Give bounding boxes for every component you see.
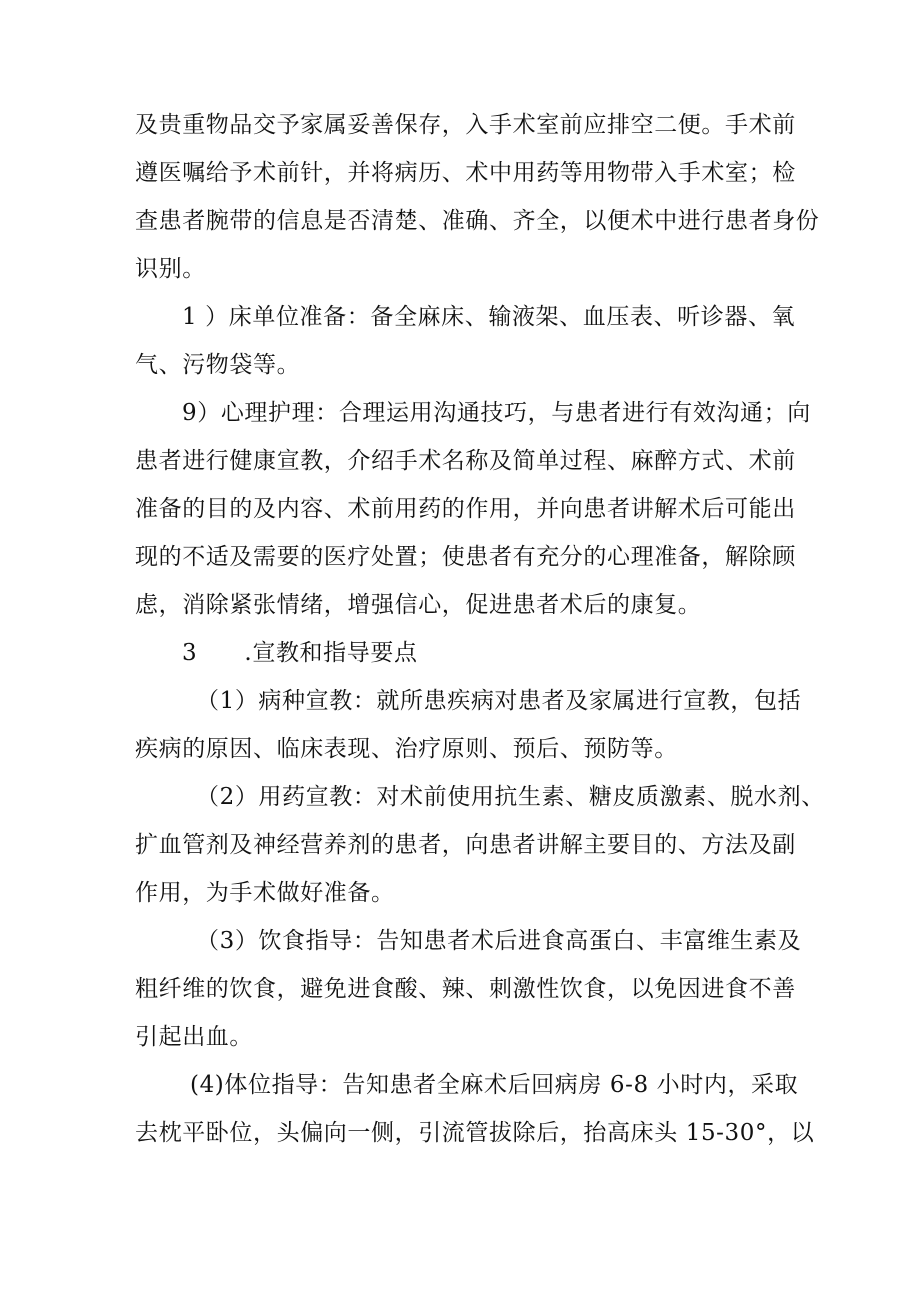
body-text-line: 查患者腕带的信息是否清楚、准确、齐全，以便术中进行患者身份 [135, 208, 820, 234]
section-heading: 3 .宣教和指导要点 [182, 640, 418, 666]
body-text-line: 粗纤维的饮食，避免进食酸、辣、刺激性饮食，以免因进食不善 [135, 976, 796, 1002]
body-text-line: 虑，消除紧张情绪，增强信心，促进患者术后的康复。 [135, 592, 702, 618]
body-text-line: 气、污物袋等。 [135, 352, 301, 378]
list-item-psych-care: 9）心理护理：合理运用沟通技巧，与患者进行有效沟通；向 [182, 400, 811, 426]
list-item-bed-prep: 1 ）床单位准备：备全麻床、输液架、血压表、听诊器、氧 [182, 304, 796, 330]
body-text-line: 引起出血。 [135, 1024, 253, 1050]
body-text-line: 扩血管剂及神经营养剂的患者，向患者讲解主要目的、方法及副 [135, 832, 796, 858]
body-text-line: 现的不适及需要的医疗处置；使患者有充分的心理准备，解除顾 [135, 544, 796, 570]
body-text-line: 患者进行健康宣教，介绍手术名称及简单过程、麻醉方式、术前 [135, 448, 796, 474]
body-text-line: 作用，为手术做好准备。 [135, 880, 395, 906]
list-item-position-guidance: (4)体位指导：告知患者全麻术后回病房 6-8 小时内，采取 [190, 1072, 799, 1098]
list-item-medication-education: （2）用药宣教：对术前使用抗生素、糖皮质激素、脱水剂、 [196, 784, 825, 810]
body-text-line: 遵医嘱给予术前针，并将病历、术中用药等用物带入手术室；检 [135, 160, 796, 186]
list-item-diet-guidance: （3）饮食指导：告知患者术后进食高蛋白、丰富维生素及 [196, 928, 802, 954]
body-text-line: 及贵重物品交予家属妥善保存，入手术室前应排空二便。手术前 [135, 112, 796, 138]
body-text-line: 识别。 [135, 256, 206, 282]
body-text-line: 疾病的原因、临床表现、治疗原则、预后、预防等。 [135, 736, 678, 762]
body-text-line: 去枕平卧位，头偏向一侧，引流管拔除后，抬高床头 15-30°，以 [135, 1120, 815, 1146]
list-item-disease-education: （1）病种宣教：就所患疾病对患者及家属进行宣教，包括 [196, 688, 802, 714]
body-text-line: 准备的目的及内容、术前用药的作用，并向患者讲解术后可能出 [135, 496, 796, 522]
